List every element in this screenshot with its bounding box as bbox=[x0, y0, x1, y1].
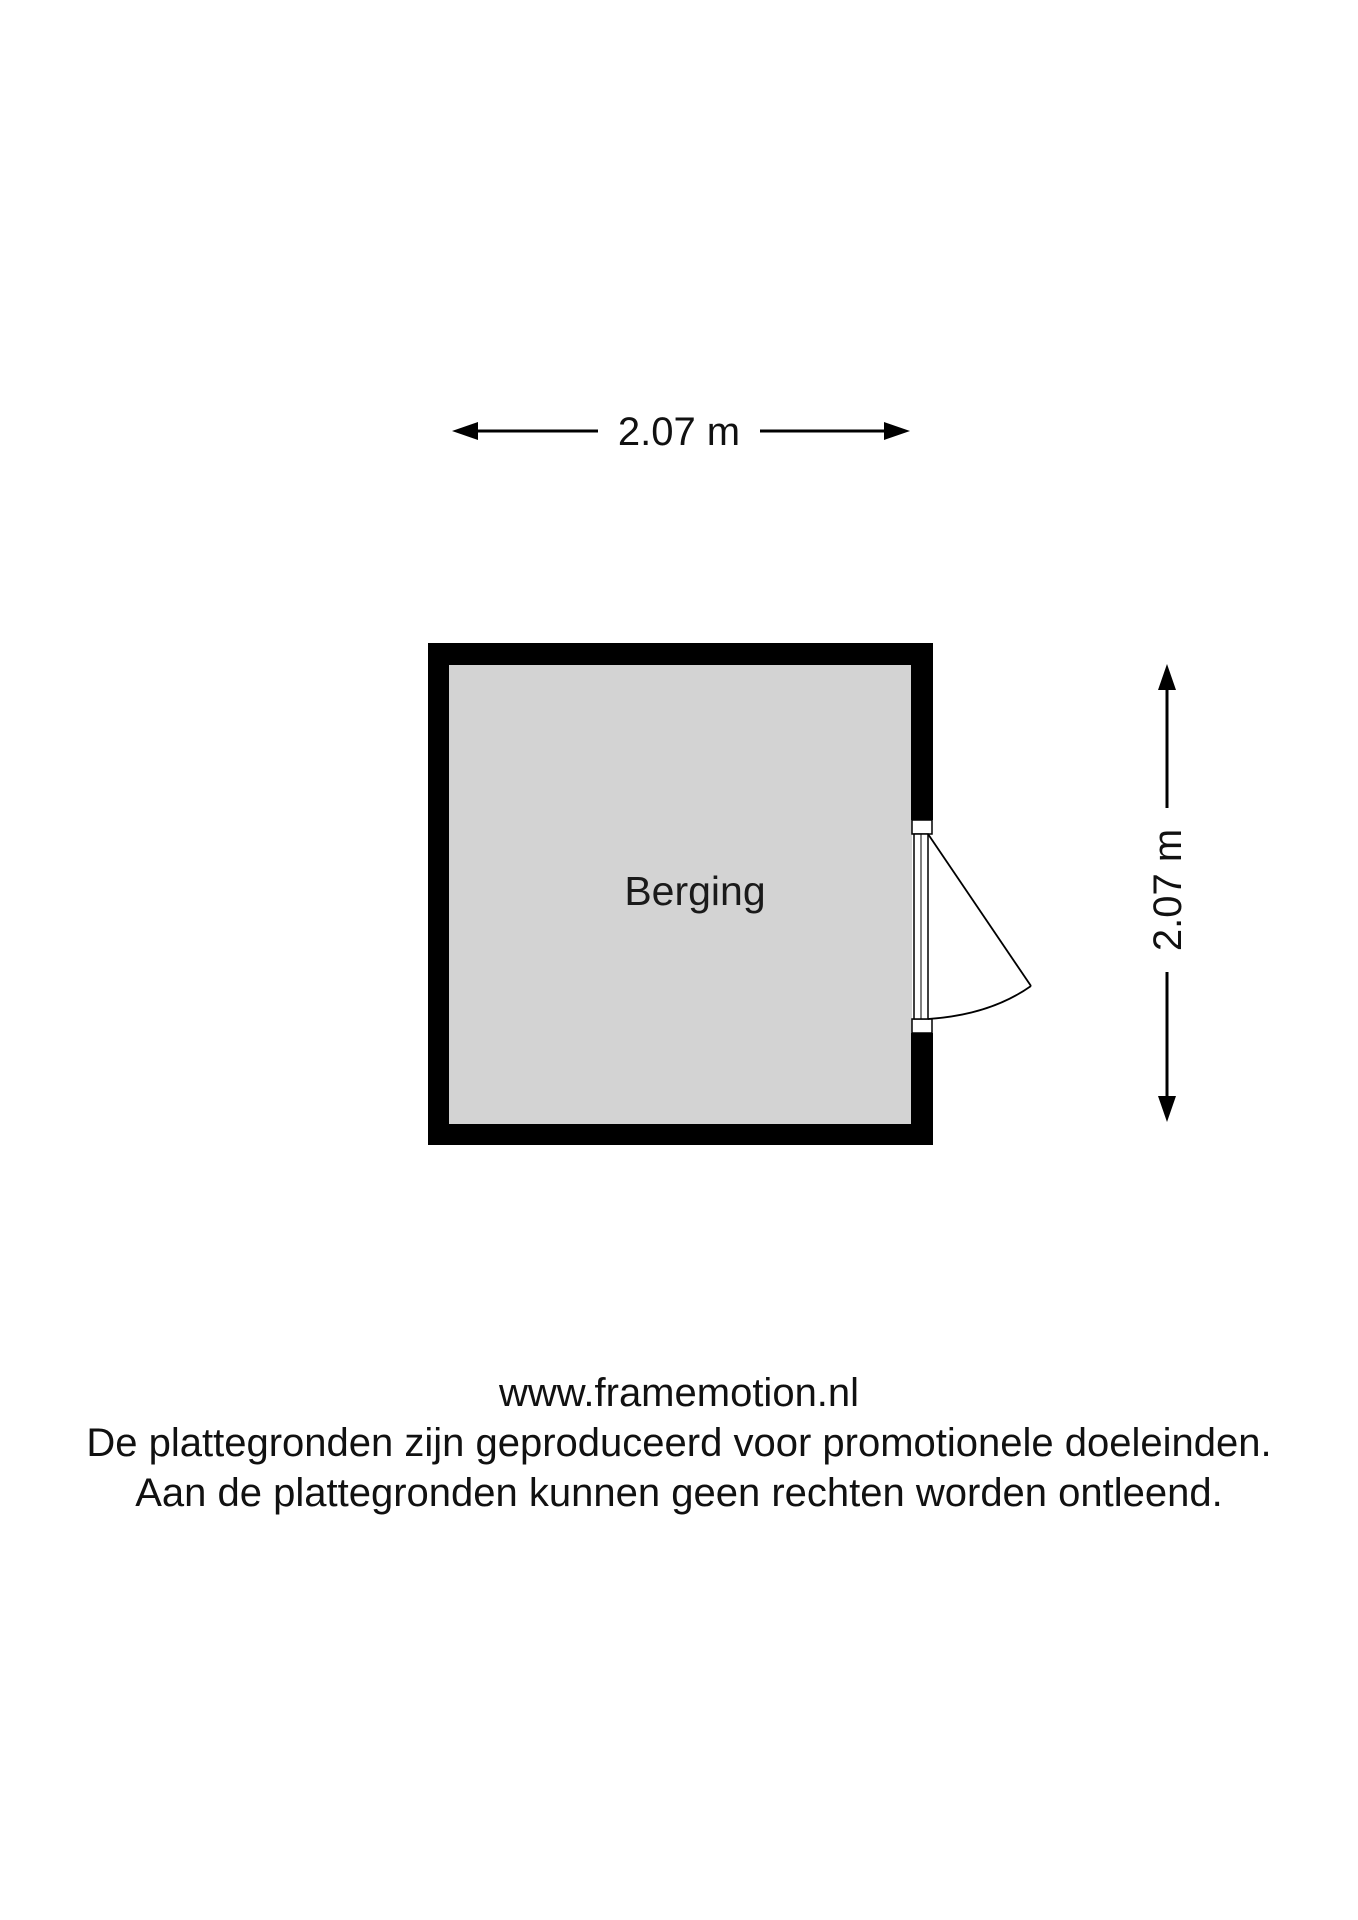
wall-top bbox=[428, 643, 933, 665]
door-leaf bbox=[928, 834, 1031, 986]
arrow-down-icon bbox=[1158, 1096, 1176, 1122]
door-swing-icon bbox=[928, 834, 1031, 1019]
depth-dimension bbox=[1146, 664, 1190, 1122]
arrow-up-icon bbox=[1158, 664, 1176, 690]
disclaimer-line-1: De plattegronden zijn geproduceerd voor promotionele doeleinden. bbox=[86, 1421, 1272, 1465]
room-berging bbox=[428, 643, 1031, 1145]
door-jamb-bottom bbox=[912, 1019, 932, 1033]
arrow-left-icon bbox=[452, 422, 478, 440]
disclaimer-line-2: Aan de plattegronden kunnen geen rechten worden ontleend. bbox=[135, 1471, 1223, 1515]
footer bbox=[0, 1368, 1358, 1518]
width-dimension-label: 2.07 m bbox=[617, 410, 741, 454]
wall-left bbox=[428, 643, 449, 1145]
depth-dimension-label: 2.07 m bbox=[1146, 828, 1190, 952]
room-label: Berging bbox=[624, 868, 766, 914]
wall-bottom bbox=[428, 1124, 933, 1145]
wall-right-upper bbox=[911, 643, 933, 820]
width-dimension bbox=[452, 410, 910, 454]
website-link[interactable]: www.framemotion.nl bbox=[498, 1371, 860, 1415]
door-jamb-top bbox=[912, 820, 932, 834]
arrow-right-icon bbox=[884, 422, 910, 440]
door-swing-arc bbox=[928, 986, 1031, 1019]
wall-right-lower bbox=[911, 1033, 933, 1145]
